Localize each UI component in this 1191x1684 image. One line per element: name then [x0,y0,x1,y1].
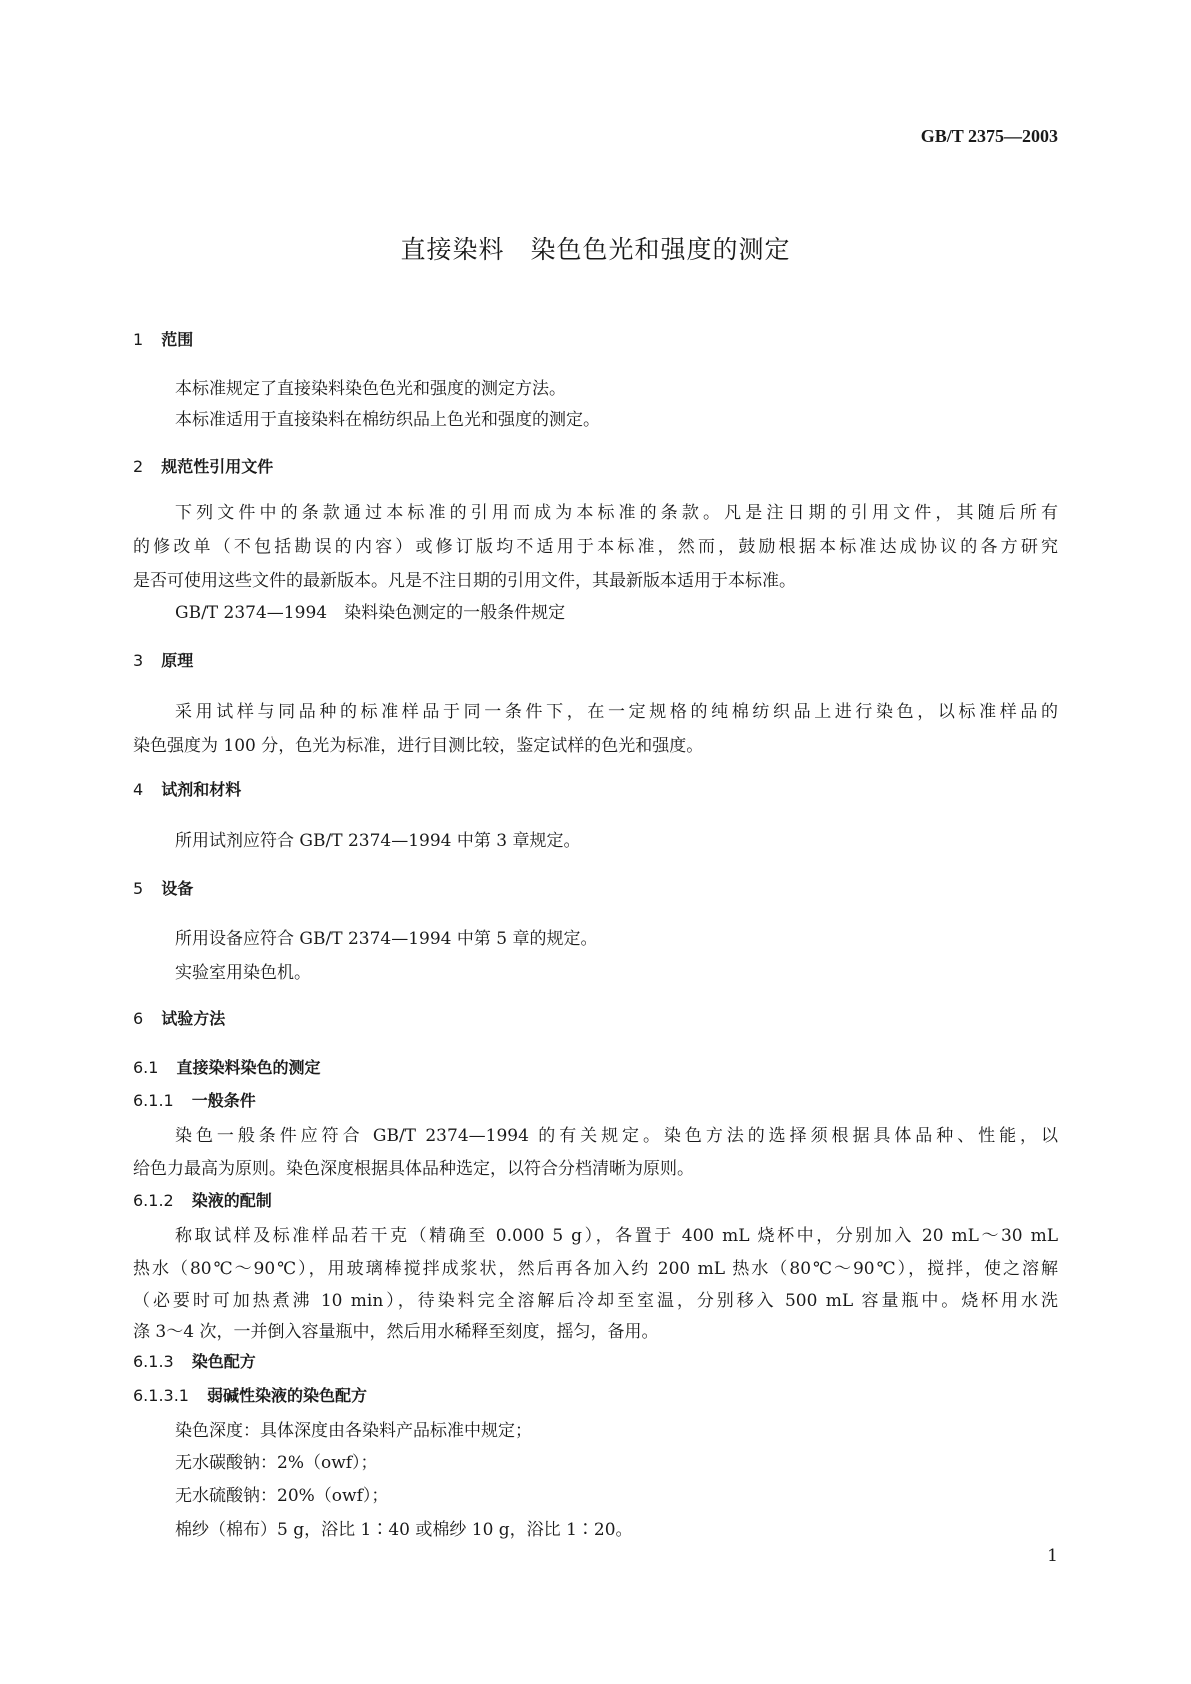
section-number: 6.1.2 [133,1191,174,1210]
section-6-heading [133,1006,225,1029]
recipe-line: 染色深度：具体深度由各染料产品标准中规定； [175,1421,532,1441]
reference-item: GB/T 2374—1994 染料染色测定的一般条件规定 [175,603,566,623]
section-4-heading [133,777,241,800]
section-title: 设备 [161,879,194,898]
recipe-line: 无水硫酸钠：20%（owf）； [175,1486,389,1506]
section-2-heading [133,454,273,477]
paragraph-line: 染色强度为 100 分，色光为标准，进行目测比较，鉴定试样的色光和强度。 [133,736,704,756]
section-1-heading [133,327,193,350]
paragraph-line: 实验室用染色机。 [175,963,311,983]
section-title: 染色配方 [191,1352,256,1371]
paragraph-line: 的修改单（不包括勘误的内容）或修订版均不适用于本标准，然而，鼓励根据本标准达成协议的各方研究 [133,537,1058,557]
section-number: 3 [133,651,144,670]
section-number: 2 [133,457,144,476]
section-6-1-3-heading [133,1349,256,1372]
section-title: 规范性引用文件 [161,457,274,476]
section-title: 一般条件 [191,1091,256,1110]
section-title: 弱碱性染液的染色配方 [206,1386,367,1405]
section-6-1-1-heading [133,1088,256,1111]
section-title: 范围 [161,330,194,349]
section-number: 6.1.3 [133,1352,174,1371]
paragraph-line: 涤 3～4 次，一并倒入容量瓶中，然后用水稀释至刻度，摇匀，备用。 [133,1322,659,1342]
section-title: 直接染料染色的测定 [176,1058,321,1077]
section-title: 试剂和材料 [161,780,242,799]
section-number: 6.1.3.1 [133,1386,189,1405]
section-number: 6.1.1 [133,1091,174,1110]
paragraph-line: （必要时可加热煮沸 10 min），待染料完全溶解后冷却至室温，分别移入 500 mL 容量瓶中。烧杯用水洗 [133,1291,1058,1311]
section-number: 1 [133,330,144,349]
paragraph-line: 热水（80℃～90℃），用玻璃棒搅拌成浆状，然后再各加入约 200 mL 热水（80℃～90℃），搅拌，使之溶解 [133,1259,1058,1279]
paragraph-line: 所用试剂应符合 GB/T 2374—1994 中第 3 章规定。 [175,831,581,851]
section-title: 原理 [161,651,194,670]
section-number: 4 [133,780,144,799]
section-6-1-2-heading [133,1188,272,1211]
section-title: 试验方法 [161,1009,226,1028]
document-title: 直接染料 染色色光和强度的测定 [400,235,791,264]
section-title: 染液的配制 [191,1191,272,1210]
section-6-1-3-1-heading [133,1383,367,1406]
recipe-line: 棉纱（棉布）5 g，浴比 1∶40 或棉纱 10 g，浴比 1∶20。 [175,1520,633,1540]
paragraph-line: 本标准规定了直接染料染色色光和强度的测定方法。 [175,379,566,399]
section-number: 6 [133,1009,144,1028]
page-number: 1 [1047,1546,1058,1566]
recipe-line: 无水碳酸钠：2%（owf）； [175,1453,378,1473]
section-number: 6.1 [133,1058,159,1077]
paragraph-line: 本标准适用于直接染料在棉纺织品上色光和强度的测定。 [175,410,600,430]
section-3-heading [133,648,193,671]
section-number: 5 [133,879,144,898]
paragraph-line: 染色一般条件应符合 GB/T 2374—1994 的有关规定。染色方法的选择须根据具体品种、性能，以 [175,1126,1058,1146]
paragraph-line: 下列文件中的条款通过本标准的引用而成为本标准的条款。凡是注日期的引用文件，其随后所有 [175,503,1058,523]
paragraph-line: 是否可使用这些文件的最新版本。凡是不注日期的引用文件，其最新版本适用于本标准。 [133,571,796,591]
paragraph-line: 采用试样与同品种的标准样品于同一条件下，在一定规格的纯棉纺织品上进行染色，以标准样品的 [175,702,1058,722]
paragraph-line: 称取试样及标准样品若干克（精确至 0.000 5 g），各置于 400 mL 烧杯中，分别加入 20 mL～30 mL [175,1226,1058,1246]
section-6-1-heading [133,1055,320,1078]
standard-number: GB/T 2375—2003 [920,126,1058,146]
section-5-heading [133,876,193,899]
paragraph-line: 所用设备应符合 GB/T 2374—1994 中第 5 章的规定。 [175,929,598,949]
paragraph-line: 给色力最高为原则。染色深度根据具体品种选定，以符合分档清晰为原则。 [133,1159,694,1179]
